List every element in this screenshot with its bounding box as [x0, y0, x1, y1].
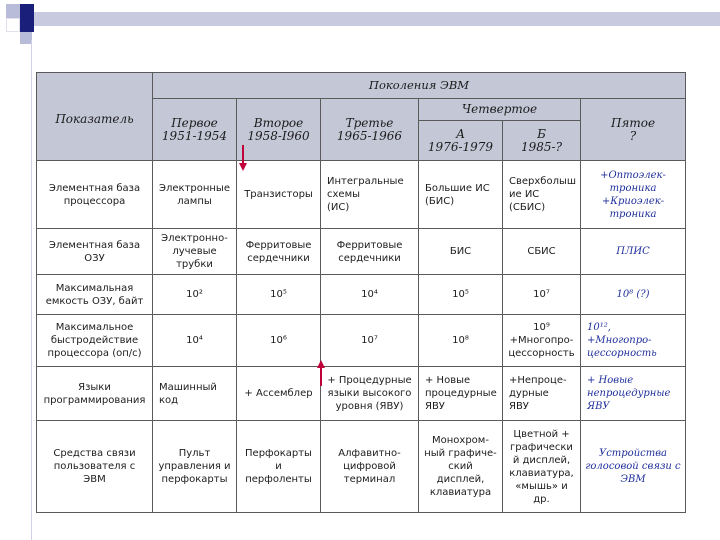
- table-cell: 10²: [153, 275, 237, 315]
- row-label: Максимальная емкость ОЗУ, байт: [37, 275, 153, 315]
- table-cell: Монохром- ный графиче- ский дисплей, клавиатура: [419, 421, 503, 513]
- table-cell: 10⁸ (?): [581, 275, 686, 315]
- table-cell: Машинный код: [153, 367, 237, 421]
- table-cell: 10⁶: [237, 315, 321, 367]
- gen-fifth-header: Пятое ?: [581, 99, 686, 161]
- table-cell: Электронно- лучевые трубки: [153, 229, 237, 275]
- table-cell: +Непроце- дурные ЯВУ: [503, 367, 581, 421]
- gen-fourth-b-header: Б 1985-?: [503, 121, 581, 161]
- table-cell: 10⁴: [321, 275, 419, 315]
- table-title: Поколения ЭВМ: [153, 73, 686, 99]
- gen-first-header: Первое 1951-1954: [153, 99, 237, 161]
- table-cell: 10⁸: [419, 315, 503, 367]
- table-cell: + Процедурные языки высокого уровня (ЯВУ): [321, 367, 419, 421]
- table-cell: Перфокарты и перфоленты: [237, 421, 321, 513]
- table-cell: 10⁵: [419, 275, 503, 315]
- generations-table: [36, 72, 686, 513]
- table-cell: +Оптоэлек- троника +Криоэлек- троника: [581, 161, 686, 229]
- row-label: Элементная база ОЗУ: [37, 229, 153, 275]
- table-cell: 10⁵: [237, 275, 321, 315]
- table-row: [37, 161, 686, 229]
- table-cell: Сверхболыш ие ИС (СБИС): [503, 161, 581, 229]
- arrow-up-icon: [316, 360, 326, 386]
- table-cell: 10⁹ +Многопро- цессорность: [503, 315, 581, 367]
- row-label: Элементная база процессора: [37, 161, 153, 229]
- table-cell: Большие ИС (БИС): [419, 161, 503, 229]
- table-row: [37, 421, 686, 513]
- table-cell: Устройства голосовой связи с ЭВМ: [581, 421, 686, 513]
- table-cell: Алфавитно- цифровой терминал: [321, 421, 419, 513]
- table-row: [37, 367, 686, 421]
- table-row: [37, 229, 686, 275]
- left-rule: [31, 40, 32, 540]
- gen-third-header: Третье 1965-1966: [321, 99, 419, 161]
- gen-fourth-header: Четвертое: [419, 99, 581, 121]
- table-cell: Ферритовые сердечники: [321, 229, 419, 275]
- table-cell: + Ассемблер: [237, 367, 321, 421]
- row-label: Средства связи пользователя с ЭВМ: [37, 421, 153, 513]
- table-cell: 10⁷: [321, 315, 419, 367]
- table-cell: Ферритовые сердечники: [237, 229, 321, 275]
- table-cell: Интегральные схемы (ИС): [321, 161, 419, 229]
- table-row: [37, 275, 686, 315]
- indicator-header: Показатель: [37, 73, 153, 161]
- table-cell: + Новые процедурные ЯВУ: [419, 367, 503, 421]
- table-row: [37, 315, 686, 367]
- row-label: Максимальное быстродействие процессора (оп/с): [37, 315, 153, 367]
- table-cell: ПЛИС: [581, 229, 686, 275]
- table-cell: Пульт управления и перфокарты: [153, 421, 237, 513]
- table-cell: СБИС: [503, 229, 581, 275]
- arrow-down-icon: [238, 145, 248, 171]
- table-cell: Электронные лампы: [153, 161, 237, 229]
- gen-second-header: Второе 1958-I960: [237, 99, 321, 161]
- table-cell: 10¹², +Многопро- цессорность: [581, 315, 686, 367]
- row-label: Языки программирования: [37, 367, 153, 421]
- table-cell: 10⁴: [153, 315, 237, 367]
- table-cell: 10⁷: [503, 275, 581, 315]
- gen-fourth-a-header: А 1976-1979: [419, 121, 503, 161]
- table-cell: Цветной + графически й дисплей, клавиатура, «мышь» и др.: [503, 421, 581, 513]
- table-cell: Транзисторы: [237, 161, 321, 229]
- table-cell: + Новые непроцедурные ЯВУ: [581, 367, 686, 421]
- header-bar: [34, 12, 720, 26]
- table-cell: БИС: [419, 229, 503, 275]
